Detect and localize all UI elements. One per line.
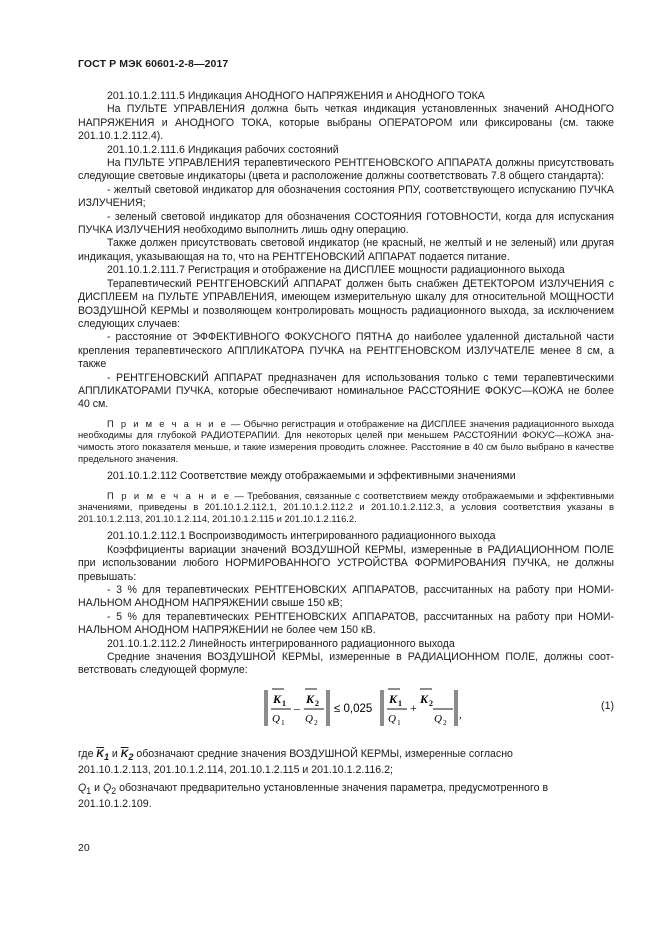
paragraph: Коэффициенты вариации значений ВОЗДУШНОЙ КЕРМЫ, измеренные в РАДИАЦИОННОМ ПОЛЕ при использовании любого НОРМИРОВАННОГО УСТРОЙСТВА ФОРМИРОВАНИЯ ПУЧКА, не должны превышать: — [78, 543, 614, 583]
k2-subscript: 2 — [315, 698, 319, 708]
paragraph: 201.10.1.2.111.6 Индикация рабочих состояний — [107, 143, 339, 156]
k2-inline-sub: 2 — [128, 751, 134, 762]
q2-symbol: Q — [305, 712, 313, 725]
plus-sign: + — [410, 700, 417, 715]
q2-subscript-2: 2 — [443, 717, 447, 727]
q1-symbol: Q — [272, 712, 280, 725]
q1-inline: Q — [78, 781, 87, 794]
paragraph-group-1 — [78, 90, 614, 412]
k1-inline-sub: 1 — [104, 751, 109, 762]
minus-sign: – — [294, 700, 300, 715]
explanation-line-4: 201.10.1.2.109. — [78, 798, 152, 811]
note-label: П р и м е ч а н и е — [107, 489, 231, 501]
paragraph: - желтый световой индикатор для обозначения состояния РПУ, соответствующего испусканию ПУЧКА ИЗЛУЧЕНИЯ; — [78, 183, 614, 210]
formula-block — [78, 684, 614, 742]
formula-comma: , — [459, 708, 462, 721]
paragraph: Средние значения ВОЗДУШНОЙ КЕРМЫ, измеренные в РАДИАЦИОННОМ ПОЛЕ, должны соответствовать следующей формуле: — [78, 650, 614, 677]
explanation-text-3: обозначают предварительно установленные значения параметра, предусмотренного в — [116, 781, 549, 794]
note-label: П р и м е ч а н и е — [107, 417, 228, 429]
section-heading-112: 201.10.1.2.112 Соответствие между отображаемыми и эффективными значениями — [107, 470, 516, 483]
q2-symbol-2: Q — [434, 712, 442, 725]
paragraph: Терапевтический РЕНТГЕНОВСКИЙ АППАРАТ должен быть снабжен ДЕТЕКТОРОМ ИЗЛУЧЕНИЯ с ДИСПЛЕЕМ на ПУЛЬТЕ УПРАВЛЕНИЯ, имеющем измерительную шкалу для относительной МОЩНОСТИ ВОЗДУШНОЙ КЕРМЫ и позволяющем контролировать мощность радиационного выхода, за исключением следующих случаев: — [78, 277, 614, 330]
note-radiation-output — [78, 418, 614, 464]
q1-subscript-2: 1 — [397, 717, 401, 727]
paragraph: На ПУЛЬТЕ УПРАВЛЕНИЯ терапевтического РЕНТГЕНОВСКОГО АППАРАТА должны присутствовать следующие световые индикаторы (цвета и расположение должны соответствовать 7.8 общего стандарта): — [78, 157, 614, 183]
paragraph: - 5 % для терапевтических РЕНТГЕНОВСКИХ АППАРАТОВ, рассчитанных на работу при НОМИНАЛЬНОМ АНОДНОМ НАПРЯЖЕНИИ не более чем 150 кВ. — [78, 610, 614, 637]
q2-inline: Q — [102, 781, 112, 794]
where-word: где — [78, 747, 97, 760]
paragraph: - РЕНТГЕНОВСКИЙ АППАРАТ предназначен для использования только с теми терапевтическими АППЛИКАТОРАМИ ПУЧКА, которые обеспечивают номинальное РАССТОЯНИЕ ФОКУС—КОЖА не более 40 см. — [78, 371, 614, 411]
paragraph: 201.10.1.2.112.1 Воспроизводимость интегрированного радиационного выхода — [107, 530, 496, 543]
paragraph-group-2 — [78, 530, 614, 677]
k2-inline: $\overline{K}$ — [120, 747, 129, 760]
k1-symbol-2: K — [389, 691, 398, 706]
and-word: и — [108, 747, 121, 760]
formula-tail — [433, 688, 463, 732]
paragraph: На ПУЛЬТЕ УПРАВЛЕНИЯ должна быть четкая индикация установленных значений АНОДНОГО НАПРЯЖЕНИЯ и АНОДНОГО ТОКА, которые выбраны ОПЕРАТОРОМ или фиксированы (см. также 201.10.1.2.112.4). — [78, 103, 614, 143]
linearity-formula — [263, 688, 433, 732]
k2-subscript-2: 2 — [429, 698, 433, 708]
standard-header: ГОСТ Р МЭК 60601-2-8—2017 — [78, 58, 229, 70]
explanation-line-1 — [78, 748, 614, 765]
k1-subscript-2: 1 — [398, 698, 402, 708]
note-correspondence — [78, 490, 614, 525]
explanation-text-1: обозначают средние значения ВОЗДУШНОЙ КЕРМЫ, измеренные согласно — [133, 747, 513, 760]
paragraph: Также должен присутствовать световой индикатор (не красный, не желтый и не зеленый) или другая индикация, указывающая на то, что на РЕНТГЕНОВСКИЙ АППАРАТ подается питание. — [78, 237, 614, 263]
equation-number: (1) — [601, 699, 614, 712]
paragraph: - зеленый световой индикатор для обозначения СОСТОЯНИЯ ГОТОВНОСТИ, когда для испускания ПУЧКА ИЗЛУЧЕНИЯ необходимо выполнить лишь одну операцию. — [78, 210, 614, 237]
k1-subscript: 1 — [282, 698, 286, 708]
paragraph: - 3 % для терапевтических РЕНТГЕНОВСКИХ АППАРАТОВ, рассчитанных на работу при НОМИНАЛЬНОМ АНОДНОМ НАПРЯЖЕНИИ свыше 150 кВ; — [78, 583, 614, 610]
le-coefficient: ≤ 0,025 — [334, 702, 373, 715]
q2-subscript: 2 — [314, 717, 318, 727]
q1-subscript: 1 — [281, 717, 285, 727]
explanation-line-2: 201.10.1.2.113, 201.10.1.2.114, 201.10.1.2.115 и 201.10.1.2.116.2; — [78, 764, 393, 777]
k1-inline: $\overline{K}$ — [96, 747, 105, 760]
q1-inline-sub: 1 — [86, 785, 92, 796]
explanation-line-3 — [78, 782, 614, 799]
paragraph: 201.10.1.2.111.5 Индикация АНОДНОГО НАПРЯЖЕНИЯ и АНОДНОГО ТОКА — [107, 90, 485, 102]
formula-explanation — [78, 748, 614, 812]
paragraph: 201.10.1.2.111.7 Регистрация и отображение на ДИСПЛЕЕ мощности радиационного выхода — [107, 264, 565, 277]
paragraph: 201.10.1.2.112.2 Линейность интегрированного радиационного выхода — [107, 637, 455, 650]
k2-symbol: K — [306, 691, 315, 706]
and-word-2: и — [91, 781, 103, 794]
q1-symbol-2: Q — [388, 712, 396, 725]
q2-inline-sub: 2 — [111, 785, 117, 796]
page-content — [78, 90, 614, 812]
note-text: — Требования, связанные с соответствием между отображаемыми и эффективными значениями, приведены в 201.10.1.2.112.1, 201.10.1.2.112.2 и 201.10.1.2.112.3, а условия соответствия указаны в 201.10.1.2.113, 201.10.1.2.114, 201.10.1.2.115 и 201.10.1.2.116.2. — [78, 489, 614, 524]
k2-symbol-2: K — [420, 691, 429, 706]
k1-symbol: K — [273, 691, 282, 706]
page-number: 20 — [78, 842, 90, 854]
note-text: — Обычно регистрация и отображение на ДИСПЛЕЕ значения радиационного выхода необходимы для глубокой РАДИОТЕРАПИИ. Для некоторых целей при меньшем РАССТОЯНИИ ФОКУС—КОЖА значимость этого показателя меньше, и такие измерения проводить сложнее. Расстояние в 40 см было выбрано в качестве предельного значения. — [78, 417, 614, 464]
paragraph: - расстояние от ЭФФЕКТИВНОГО ФОКУСНОГО ПЯТНА до наиболее удаленной дистальной части крепления терапевтического АППЛИКАТОРА ПУЧКА на РЕНТГЕНОВСКОМ ИЗЛУЧАТЕЛЕ менее 8 см, а также — [78, 331, 614, 371]
